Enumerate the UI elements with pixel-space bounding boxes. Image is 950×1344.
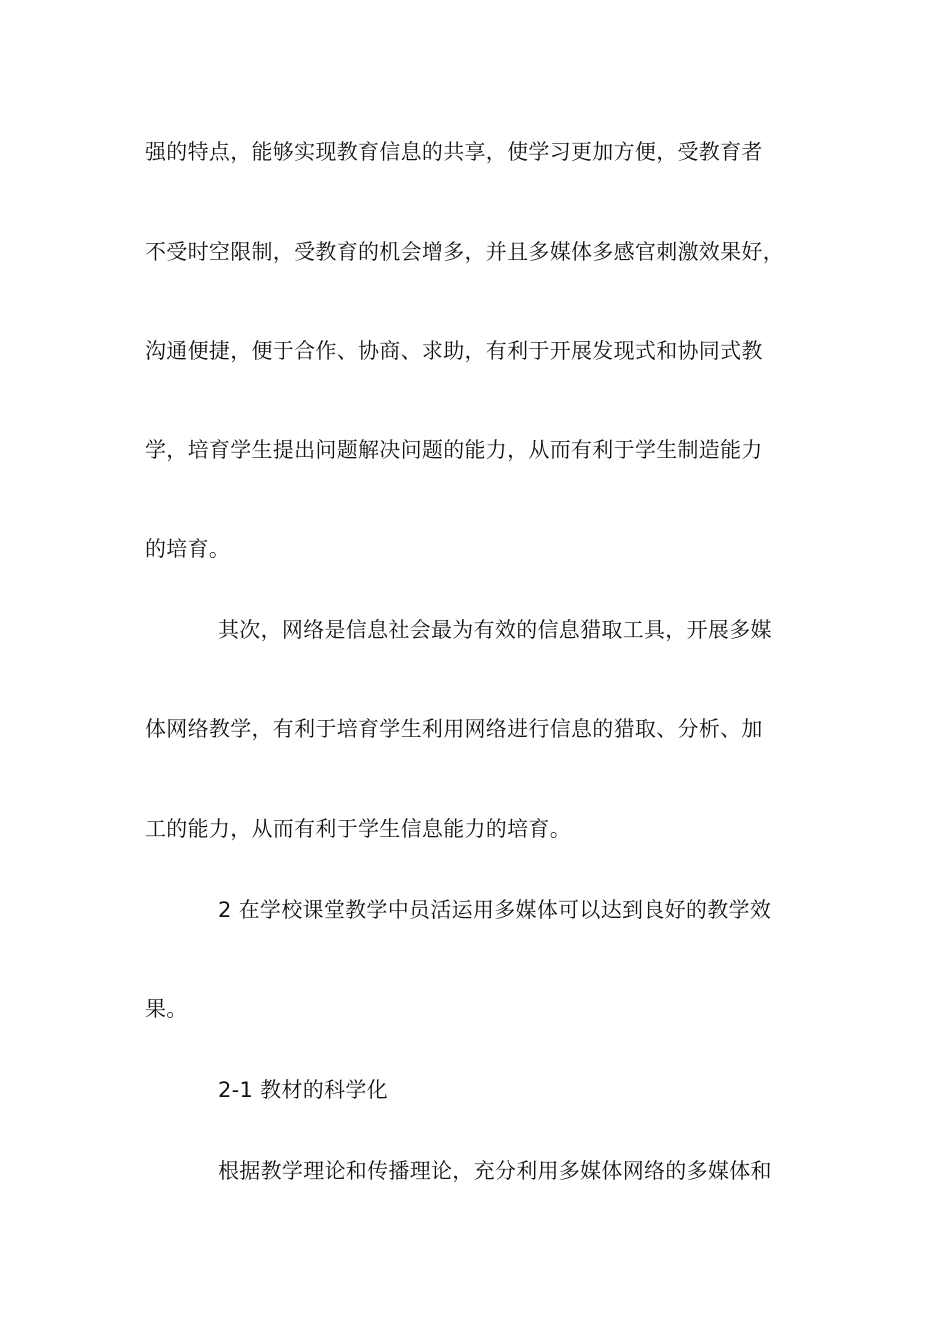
text-line: 学，培育学生提出问题解决问题的能力，从而有利于学生制造能力 bbox=[145, 438, 763, 462]
text-line: 果。 bbox=[145, 997, 188, 1021]
subsection-heading: 2-1 教材的科学化 bbox=[218, 1078, 388, 1102]
text-line: 根据教学理论和传播理论，充分利用多媒体网络的多媒体和 bbox=[218, 1159, 772, 1183]
section-heading: 2 在学校课堂教学中员活运用多媒体可以达到良好的教学效 bbox=[218, 898, 772, 922]
text-line: 体网络教学，有利于培育学生利用网络进行信息的猎取、分析、加 bbox=[145, 717, 763, 741]
text-line: 不受时空限制，受教育的机会增多，并且多媒体多感官刺激效果好， bbox=[145, 240, 784, 264]
text-line: 工的能力，从而有利于学生信息能力的培育。 bbox=[145, 817, 571, 841]
text-line: 强的特点，能够实现教育信息的共享，使学习更加方便，受教育者 bbox=[145, 140, 763, 164]
text-line: 沟通便捷，便于合作、协商、求助，有利于开展发现式和协同式教 bbox=[145, 339, 763, 363]
text-line: 的培育。 bbox=[145, 537, 231, 561]
text-line: 其次，网络是信息社会最为有效的信息猎取工具，开展多媒 bbox=[218, 618, 772, 642]
